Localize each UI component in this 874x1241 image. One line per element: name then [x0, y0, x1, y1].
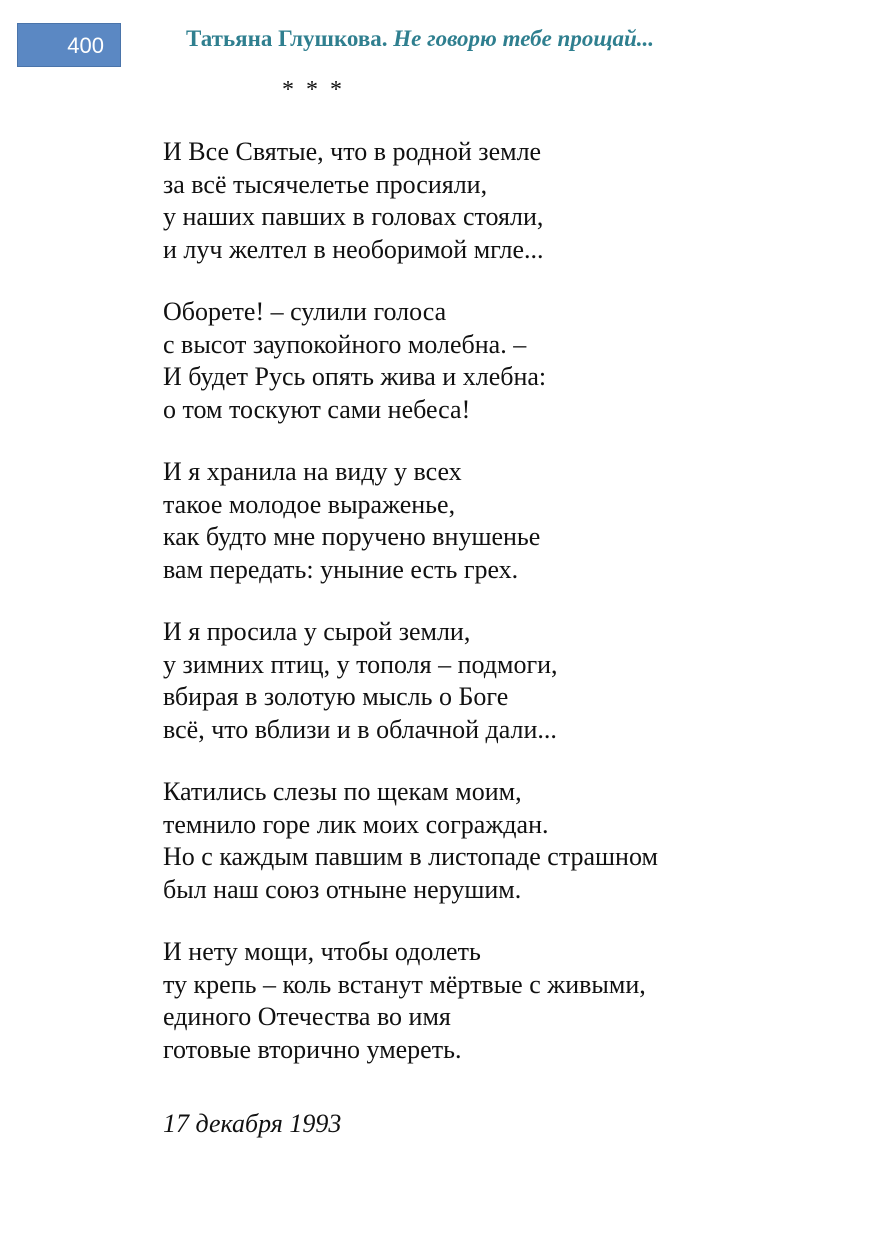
poem-line: ту крепь – коль встанут мёртвые с живыми, — [163, 969, 646, 999]
poem-line: Но с каждым павшим в листопаде страшном — [163, 842, 658, 871]
stanza-1 — [163, 136, 843, 266]
poem-line: с высот заупокойного молебна. – — [163, 329, 527, 359]
poem-line: И я хранила на виду у всех — [163, 457, 462, 486]
poem-line: И я просила у сырой земли, — [163, 617, 471, 646]
poem-line: Оборете! – сулили голоса — [163, 297, 447, 326]
poem-line: у зимних птиц, у тополя – подмоги, — [163, 649, 558, 679]
poem-line: готовые вторично умереть. — [163, 1034, 462, 1064]
poem-line: такое молодое выраженье, — [163, 489, 456, 519]
stanza-2 — [163, 296, 843, 426]
stanza-3 — [163, 456, 843, 586]
poem-separator: * * * — [282, 77, 345, 103]
page-number-badge: 400 — [17, 23, 121, 67]
poem-line: у наших павших в головах стояли, — [163, 202, 544, 231]
poem-line: вбирая в золотую мысль о Боге — [163, 682, 509, 711]
poem-line: темнило горе лик моих сограждан. — [163, 809, 549, 839]
poem-date: 17 декабря 1993 — [163, 1109, 342, 1138]
poem-line: вам передать: уныние есть грех. — [163, 554, 519, 584]
running-header — [186, 24, 654, 54]
poem-line: был наш союз отныне нерушим. — [163, 874, 522, 904]
poem-line: единого Отечества во имя — [163, 1002, 451, 1031]
poem-line: о том тоскуют сами небеса! — [163, 394, 471, 424]
poem-line: за всё тысячелетье просияли, — [163, 169, 488, 199]
poem-line: как будто мне поручено внушенье — [163, 522, 541, 551]
poem-line: И нету мощи, чтобы одолеть — [163, 937, 481, 966]
poem-line: и луч желтел в необоримой мгле... — [163, 234, 544, 264]
poem-line: Катились слезы по щекам моим, — [163, 777, 522, 806]
poem-line: И Все Святые, что в родной земле — [163, 137, 542, 166]
poem-line: И будет Русь опять жива и хлебна: — [163, 362, 547, 391]
poem-body — [163, 136, 843, 1096]
stanza-4 — [163, 616, 843, 746]
book-title: Не говорю тебе прощай... — [393, 26, 655, 51]
author-name: Татьяна Глушкова. — [186, 26, 388, 51]
stanza-5 — [163, 776, 843, 906]
stanza-6 — [163, 936, 843, 1066]
poem-line: всё, что вблизи и в облачной дали... — [163, 714, 557, 744]
